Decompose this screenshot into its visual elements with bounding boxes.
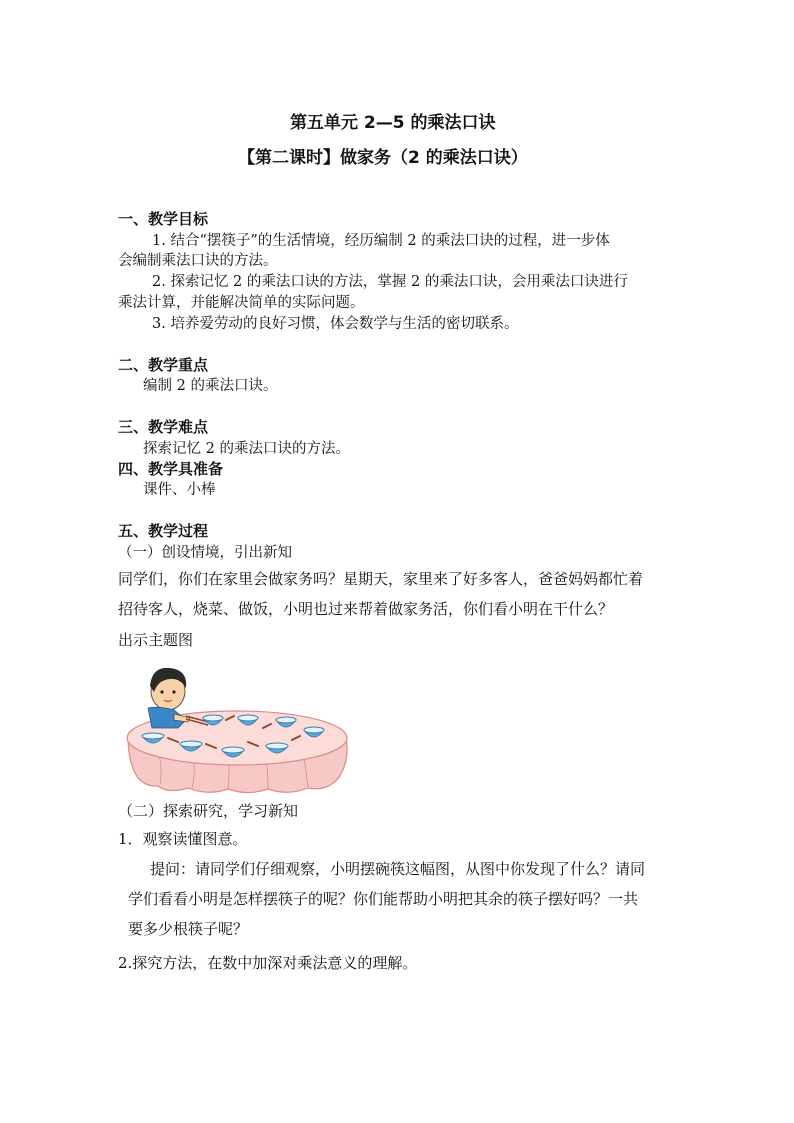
process-part-1-line-1: 同学们，你们在家里会做家务吗？星期天，家里来了好多客人，爸爸妈妈都忙着 (118, 570, 644, 588)
objective-3: 3. 培养爱劳动的良好习惯，体会数学与生活的密切联系。 (152, 316, 519, 332)
process-step-2: 2.探究方法，在数中加深对乘法意义的理解。 (118, 954, 418, 972)
question-line-2: 学们看看小明是怎样摆筷子的呢？你们能帮助小明把其余的筷子摆好吗？一共 (128, 890, 639, 908)
key-point-text: 编制 2 的乘法口诀。 (143, 378, 278, 394)
objectives-heading: 一、教学目标 (118, 210, 209, 228)
process-step-1: 1．观察读懂图意。 (118, 830, 248, 848)
show-theme-image: 出示主题图 (118, 631, 194, 649)
materials-text: 课件、小棒 (143, 482, 216, 498)
difficulty-text: 探索记忆 2 的乘法口诀的方法。 (143, 441, 350, 457)
difficulty-heading: 三、教学难点 (118, 418, 209, 436)
boy-figure (148, 668, 208, 728)
question-line-3: 要多少根筷子呢？ (128, 920, 249, 938)
document-subtitle: 【第二课时】做家务（2 的乘法口诀） (238, 148, 528, 168)
key-point-heading: 二、教学重点 (118, 356, 209, 374)
materials-heading: 四、教学具准备 (118, 460, 224, 478)
process-part-1-line-2: 招待客人，烧菜、做饭，小明也过来帮着做家务活，你们看小明在干什么？ (118, 600, 614, 618)
process-part-2-heading: （二）探索研究，学习新知 (118, 802, 299, 820)
objective-2-line-2: 乘法计算，并能解决简单的实际问题。 (118, 295, 365, 311)
theme-illustration (118, 658, 358, 798)
objective-2-line-1: 2. 探索记忆 2 的乘法口诀的方法，掌握 2 的乘法口诀，会用乘法口诀进行 (152, 274, 628, 290)
question-line-1: 提问：请同学们仔细观察，小明摆碗筷这幅图，从图中你发现了什么？请同 (150, 860, 646, 878)
objective-1-line-1: 1. 结合“摆筷子”的生活情境，经历编制 2 的乘法口诀的过程，进一步体 (152, 233, 610, 249)
objective-1-line-2: 会编制乘法口诀的方法。 (118, 253, 278, 269)
process-part-1-heading: （一）创设情境，引出新知 (118, 545, 292, 561)
document-title: 第五单元 2—5 的乘法口诀 (290, 113, 496, 133)
process-heading: 五、教学过程 (118, 522, 209, 540)
